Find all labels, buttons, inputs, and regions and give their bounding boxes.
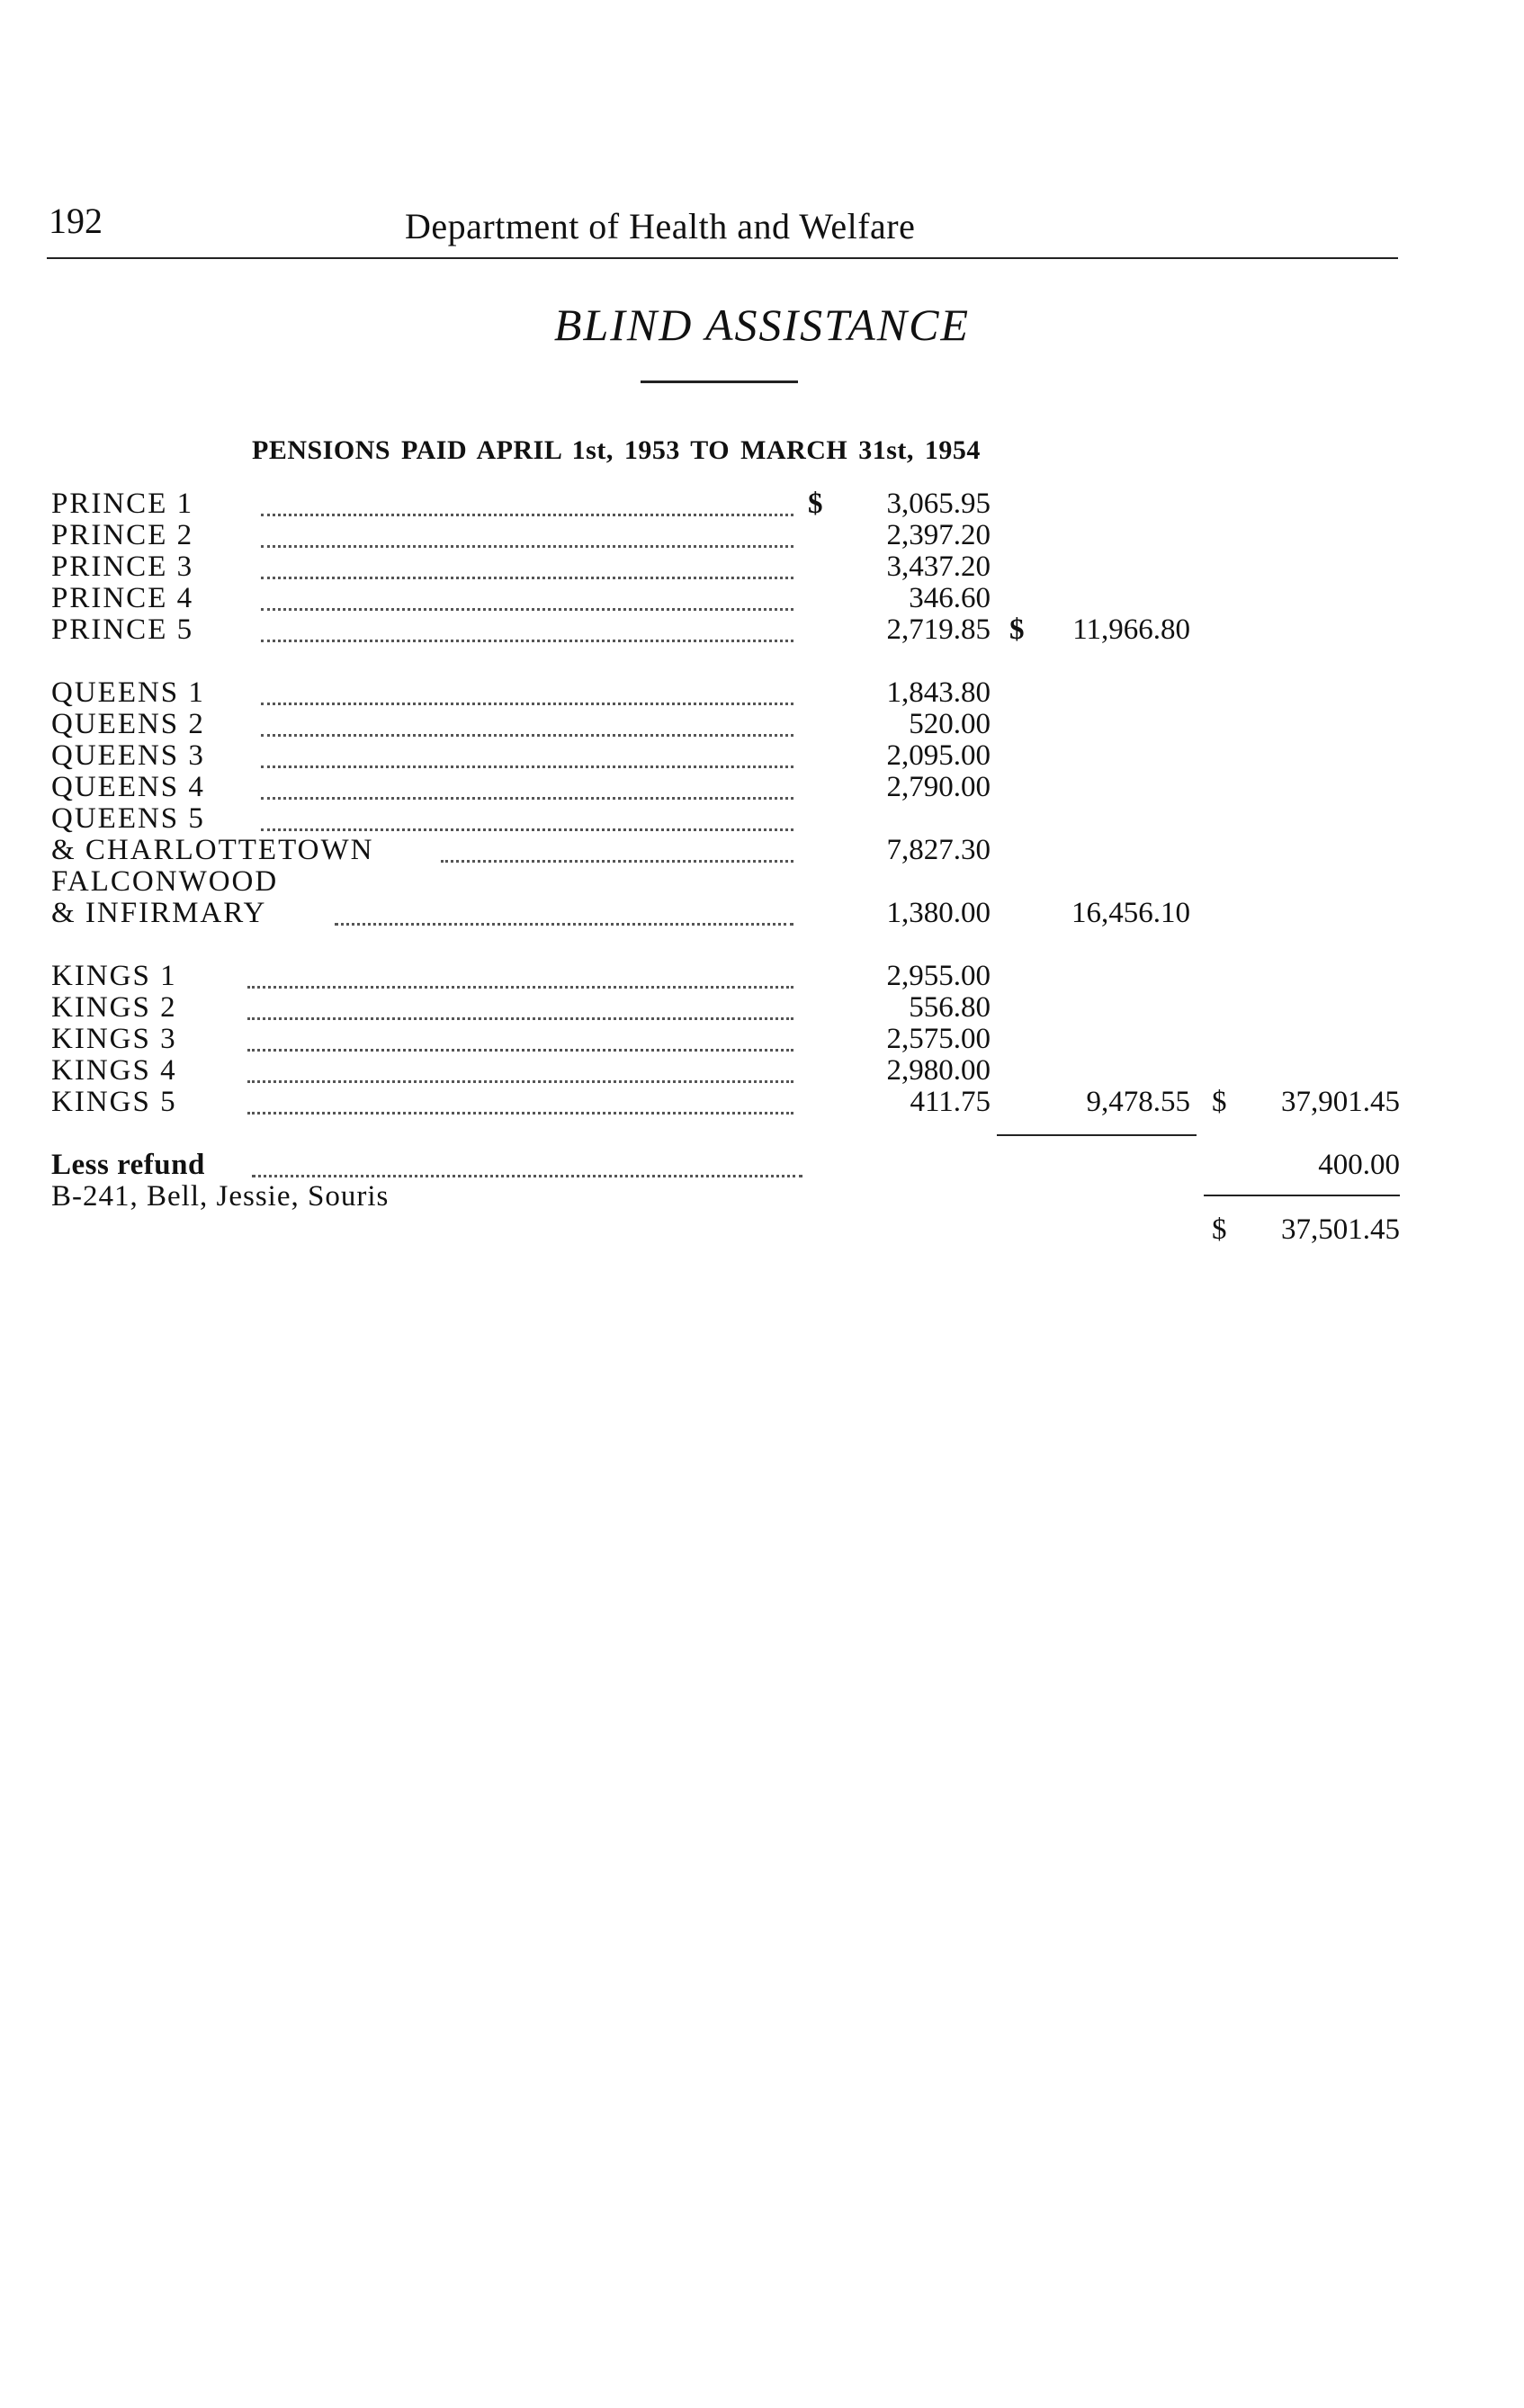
leader-dots xyxy=(247,1045,793,1052)
table-row xyxy=(0,740,1524,771)
page-number: 192 xyxy=(49,201,103,241)
refund-amount: 400.00 xyxy=(1318,1149,1400,1181)
table-row xyxy=(0,1087,1524,1117)
leader-dots xyxy=(252,1171,802,1177)
row-amount: 2,575.00 xyxy=(886,1023,991,1055)
net-total-row xyxy=(0,1214,1524,1245)
header-rule xyxy=(47,257,1398,259)
currency-symbol: $ xyxy=(1212,1213,1227,1246)
row-amount: 2,790.00 xyxy=(886,771,991,803)
row-amount: 346.60 xyxy=(909,582,991,614)
row-amount: 520.00 xyxy=(909,708,991,740)
leader-dots xyxy=(261,825,793,831)
currency-symbol: $ xyxy=(1212,1086,1227,1118)
refund-detail-text: B-241, Bell, Jessie, Souris xyxy=(51,1180,390,1213)
table-row xyxy=(0,992,1524,1023)
currency-symbol: $ xyxy=(1009,613,1025,646)
row-label: QUEENS 5 xyxy=(51,802,205,835)
table-row xyxy=(0,488,1524,519)
leader-dots xyxy=(261,636,793,642)
refund-detail xyxy=(0,1181,1524,1212)
row-amount: 2,095.00 xyxy=(886,739,991,772)
row-label: QUEENS 2 xyxy=(51,708,205,740)
subtotal-amount: 11,966.80 xyxy=(1072,613,1190,646)
row-label: PRINCE 2 xyxy=(51,519,194,551)
row-amount: 2,719.85 xyxy=(886,613,991,646)
refund-label: Less refund xyxy=(51,1149,205,1181)
row-label: KINGS 5 xyxy=(51,1086,177,1118)
leader-dots xyxy=(335,919,793,926)
row-amount: 3,437.20 xyxy=(886,551,991,583)
row-label: QUEENS 3 xyxy=(51,739,205,772)
leader-dots xyxy=(247,1077,793,1083)
leader-dots xyxy=(261,699,793,705)
leader-dots xyxy=(441,856,793,863)
row-amount: 2,980.00 xyxy=(886,1054,991,1087)
row-amount: 556.80 xyxy=(909,991,991,1024)
leader-dots xyxy=(261,542,793,548)
row-label: & INFIRMARY xyxy=(51,897,267,929)
row-amount: 2,397.20 xyxy=(886,519,991,551)
leader-dots xyxy=(247,982,793,989)
table-row xyxy=(0,1055,1524,1086)
table-row xyxy=(0,772,1524,802)
leader-dots xyxy=(247,1108,793,1114)
row-label: KINGS 1 xyxy=(51,960,177,992)
row-label: & CHARLOTTETOWN xyxy=(51,834,374,866)
table-row xyxy=(0,866,1524,897)
leader-dots xyxy=(261,730,793,737)
row-label: PRINCE 1 xyxy=(51,488,194,520)
row-label: PRINCE 3 xyxy=(51,551,194,583)
table-row xyxy=(0,551,1524,582)
subtotal-amount: 16,456.10 xyxy=(1071,897,1190,929)
currency-symbol: $ xyxy=(808,488,823,520)
row-label: PRINCE 5 xyxy=(51,613,194,646)
table-row xyxy=(0,898,1524,928)
table-row xyxy=(0,520,1524,551)
row-label: QUEENS 4 xyxy=(51,771,205,803)
table-subtitle: PENSIONS PAID APRIL 1st, 1953 TO MARCH 31st, 1954 xyxy=(252,435,981,465)
page-title: BLIND ASSISTANCE xyxy=(553,300,971,350)
row-label: PRINCE 4 xyxy=(51,582,194,614)
row-amount: 3,065.95 xyxy=(886,488,991,520)
table-row xyxy=(0,1024,1524,1054)
row-label: KINGS 4 xyxy=(51,1054,177,1087)
table-row xyxy=(0,677,1524,708)
grand-total-amount: 37,901.45 xyxy=(1281,1086,1400,1118)
leader-dots xyxy=(261,573,793,579)
row-label: FALCONWOOD xyxy=(51,865,279,898)
leader-dots xyxy=(247,1014,793,1020)
refund-row xyxy=(0,1150,1524,1180)
row-amount: 7,827.30 xyxy=(886,834,991,866)
row-amount: 1,843.80 xyxy=(886,676,991,709)
table-row xyxy=(0,835,1524,865)
leader-dots xyxy=(261,510,793,516)
subtotal-amount: 9,478.55 xyxy=(1086,1086,1190,1118)
subtotal-rule xyxy=(997,1134,1197,1136)
title-rule xyxy=(641,380,798,383)
row-label: KINGS 2 xyxy=(51,991,177,1024)
total-rule xyxy=(1204,1195,1400,1196)
table-row xyxy=(0,803,1524,834)
leader-dots xyxy=(261,604,793,611)
leader-dots xyxy=(261,793,793,800)
table-row xyxy=(0,961,1524,991)
row-label: QUEENS 1 xyxy=(51,676,205,709)
running-head: Department of Health and Welfare xyxy=(405,206,916,246)
leader-dots xyxy=(261,762,793,768)
row-amount: 2,955.00 xyxy=(886,960,991,992)
row-amount: 411.75 xyxy=(910,1086,991,1118)
row-label: KINGS 3 xyxy=(51,1023,177,1055)
row-amount: 1,380.00 xyxy=(886,897,991,929)
table-row xyxy=(0,583,1524,613)
table-row xyxy=(0,614,1524,645)
table-row xyxy=(0,709,1524,739)
net-total-amount: 37,501.45 xyxy=(1281,1213,1400,1246)
